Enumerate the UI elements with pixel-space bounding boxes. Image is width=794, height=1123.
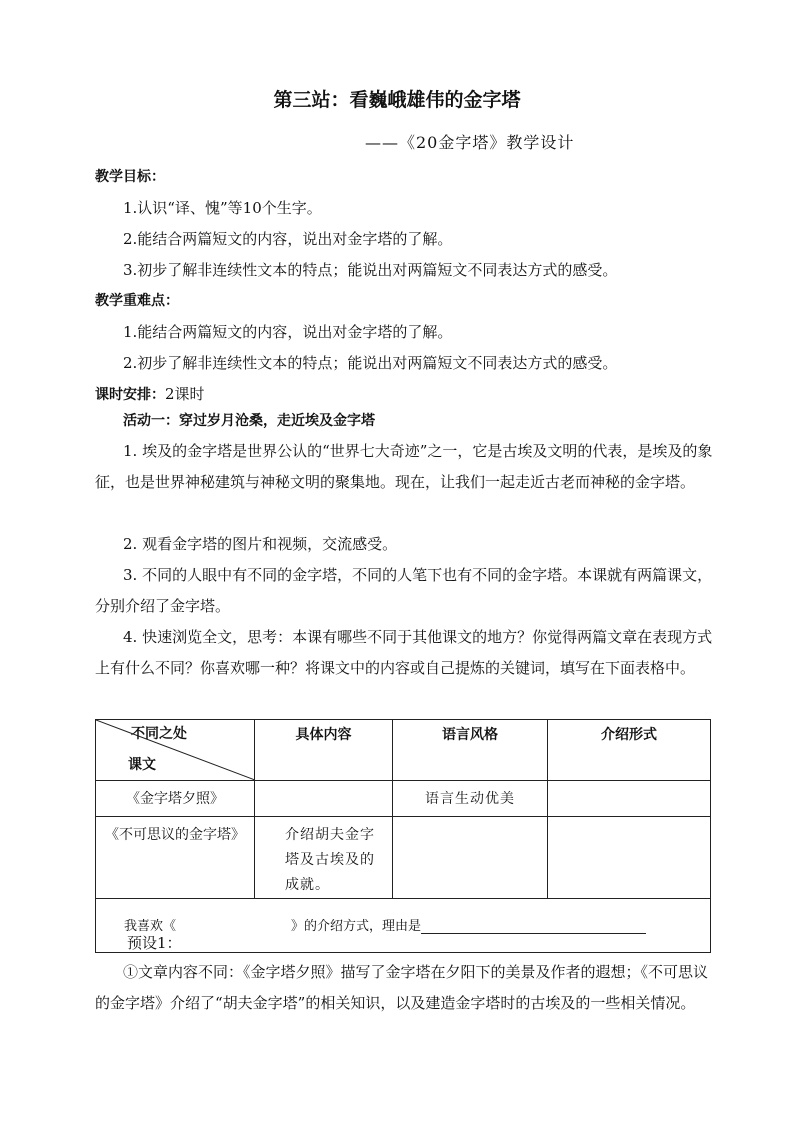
- step-paragraph: 2. 观看金字塔的图片和视频，交流感受。: [123, 535, 398, 553]
- preset-label: 预设1：: [127, 934, 182, 952]
- style-cell: [393, 817, 548, 899]
- goals-heading: 教学目标：: [95, 169, 165, 185]
- table-row: [96, 817, 711, 899]
- form-cell: [548, 781, 711, 817]
- preference-prefix: 我喜欢《: [124, 919, 177, 934]
- goal-item: 2.能结合两篇短文的内容，说出对金字塔的了解。: [123, 230, 453, 248]
- reason-blank: [421, 919, 646, 934]
- key-points-heading: 教学重难点：: [95, 293, 179, 309]
- preference-cell: [96, 899, 711, 953]
- form-cell: [548, 817, 711, 899]
- schedule-label: 课时安排：: [95, 387, 165, 403]
- activity-title: 活动一：穿过岁月沧桑，走近埃及金字塔: [123, 413, 375, 429]
- goal-item: 3.初步了解非连续性文本的特点；能说出对两篇短文不同表达方式的感受。: [123, 261, 618, 279]
- table-row: [96, 781, 711, 817]
- content-cell: 介绍胡夫金字塔及古埃及的成就。: [255, 817, 393, 899]
- text-name-cell: 《不可思议的金字塔》: [96, 817, 255, 899]
- table-header-cell: 介绍形式: [548, 720, 711, 781]
- table-header-row: [96, 720, 711, 781]
- content-cell: [255, 781, 393, 817]
- table-corner-cell: [96, 720, 255, 781]
- style-cell: 语言生动优美: [393, 781, 548, 817]
- schedule-value: 2课时: [165, 385, 205, 403]
- step-paragraph: 4. 快速浏览全文，思考：本课有哪些不同于其他课文的地方？你觉得两篇文章在表现方式上有什么不同？你喜欢哪一种？将课文中的内容或自己提炼的关键词，填写在下面表格中。: [95, 628, 713, 677]
- preset-paragraph: ①文章内容不同：《金字塔夕照》描写了金字塔在夕阳下的美景及作者的遐想；《不可思议的金字塔》介绍了“胡夫金字塔”的相关知识，以及建造金字塔时的古埃及的一些相关情况。: [95, 963, 709, 1012]
- corner-bottom-label: 课文: [128, 757, 156, 773]
- table-header-cell: 具体内容: [255, 720, 393, 781]
- page-subtitle: ——《20金字塔》教学设计: [365, 133, 575, 152]
- preference-suffix: 》的介绍方式，理由是: [291, 919, 422, 934]
- comparison-table: [95, 719, 711, 953]
- key-point-item: 1.能结合两篇短文的内容，说出对金字塔的了解。: [123, 323, 453, 341]
- goal-item: 1.认识“译、愧”等10个生字。: [123, 199, 322, 217]
- text-name-cell: 《金字塔夕照》: [96, 781, 255, 817]
- step-paragraph: 1. 埃及的金字塔是世界公认的“世界七大奇迹”之一，它是古埃及文明的代表，是埃及的象征，也是世界神秘建筑与神秘文明的聚集地。现在，让我们一起走近古老而神秘的金字塔。: [95, 442, 713, 491]
- key-point-item: 2.初步了解非连续性文本的特点；能说出对两篇短文不同表达方式的感受。: [123, 354, 618, 372]
- table-header-cell: 语言风格: [393, 720, 548, 781]
- corner-top-label: 不同之处: [131, 726, 187, 742]
- table-row: [96, 899, 711, 953]
- schedule-line: [95, 383, 205, 404]
- page-title: 第三站：看巍峨雄伟的金字塔: [273, 89, 521, 111]
- step-paragraph: 3. 不同的人眼中有不同的金字塔，不同的人笔下也有不同的金字塔。本课就有两篇课文，分别介绍了金字塔。: [95, 566, 713, 615]
